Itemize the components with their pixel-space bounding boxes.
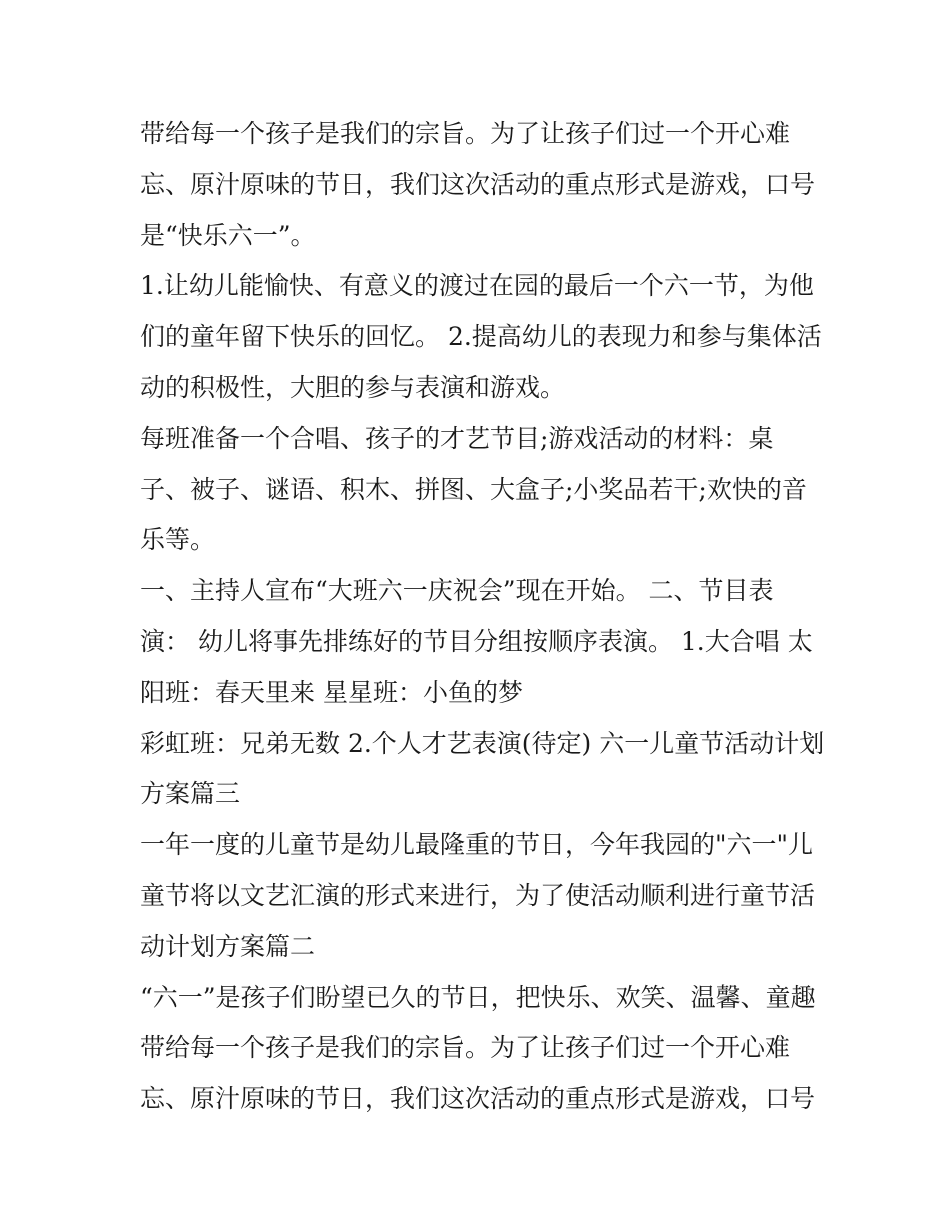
text-line: 忘、原汁原味的节日，我们这次活动的重点形式是游戏，口号 [140, 169, 816, 199]
text-line: 是“快乐六一”。 [140, 220, 316, 250]
text-line: 带给每一个孩子是我们的宗旨。为了让孩子们过一个开心难 [140, 119, 791, 148]
text-line: 阳班：春天里来 星星班：小鱼的梦 [140, 677, 523, 707]
text-line: “六一”是孩子们盼望已久的节日，把快乐、欢笑、温馨、童趣 [140, 982, 816, 1012]
text-line: 每班准备一个合唱、孩子的才艺节目;游戏活动的材料：桌 [140, 423, 774, 453]
text-line: 子、被子、谜语、积木、拼图、大盒子;小奖品若干;欢快的音 [140, 474, 807, 504]
text-line: 忘、原汁原味的节日，我们这次活动的重点形式是游戏，口号 [140, 1084, 816, 1114]
text-line: 动的积极性，大胆的参与表演和游戏。 [140, 372, 566, 402]
document-body [140, 109, 825, 1125]
text-line: 童节将以文艺汇演的形式来进行，为了使活动顺利进行童节活 [140, 880, 816, 910]
text-line: 带给每一个孩子是我们的宗旨。为了让孩子们过一个开心难 [140, 1033, 791, 1063]
text-line: 一年一度的儿童节是幼儿最隆重的节日，今年我园的"六一"儿 [140, 830, 814, 860]
text-line: 演： 幼儿将事先排练好的节目分组按顺序表演。 1.大合唱 太 [140, 626, 813, 656]
text-line: 彩虹班：兄弟无数 2.个人才艺表演(待定) 六一儿童节活动计划 [140, 728, 825, 758]
text-line: 动计划方案篇二 [140, 931, 316, 961]
text-line: 乐等。 [140, 525, 216, 555]
text-line: 1.让幼儿能愉快、有意义的渡过在园的最后一个六一节，为他 [140, 271, 814, 301]
text-line: 方案篇三 [140, 779, 241, 809]
text-line: 一、主持人宣布“大班六一庆祝会”现在开始。 二、节目表 [140, 576, 774, 606]
text-line: 们的童年留下快乐的回忆。 2.提高幼儿的表现力和参与集体活 [140, 322, 822, 352]
